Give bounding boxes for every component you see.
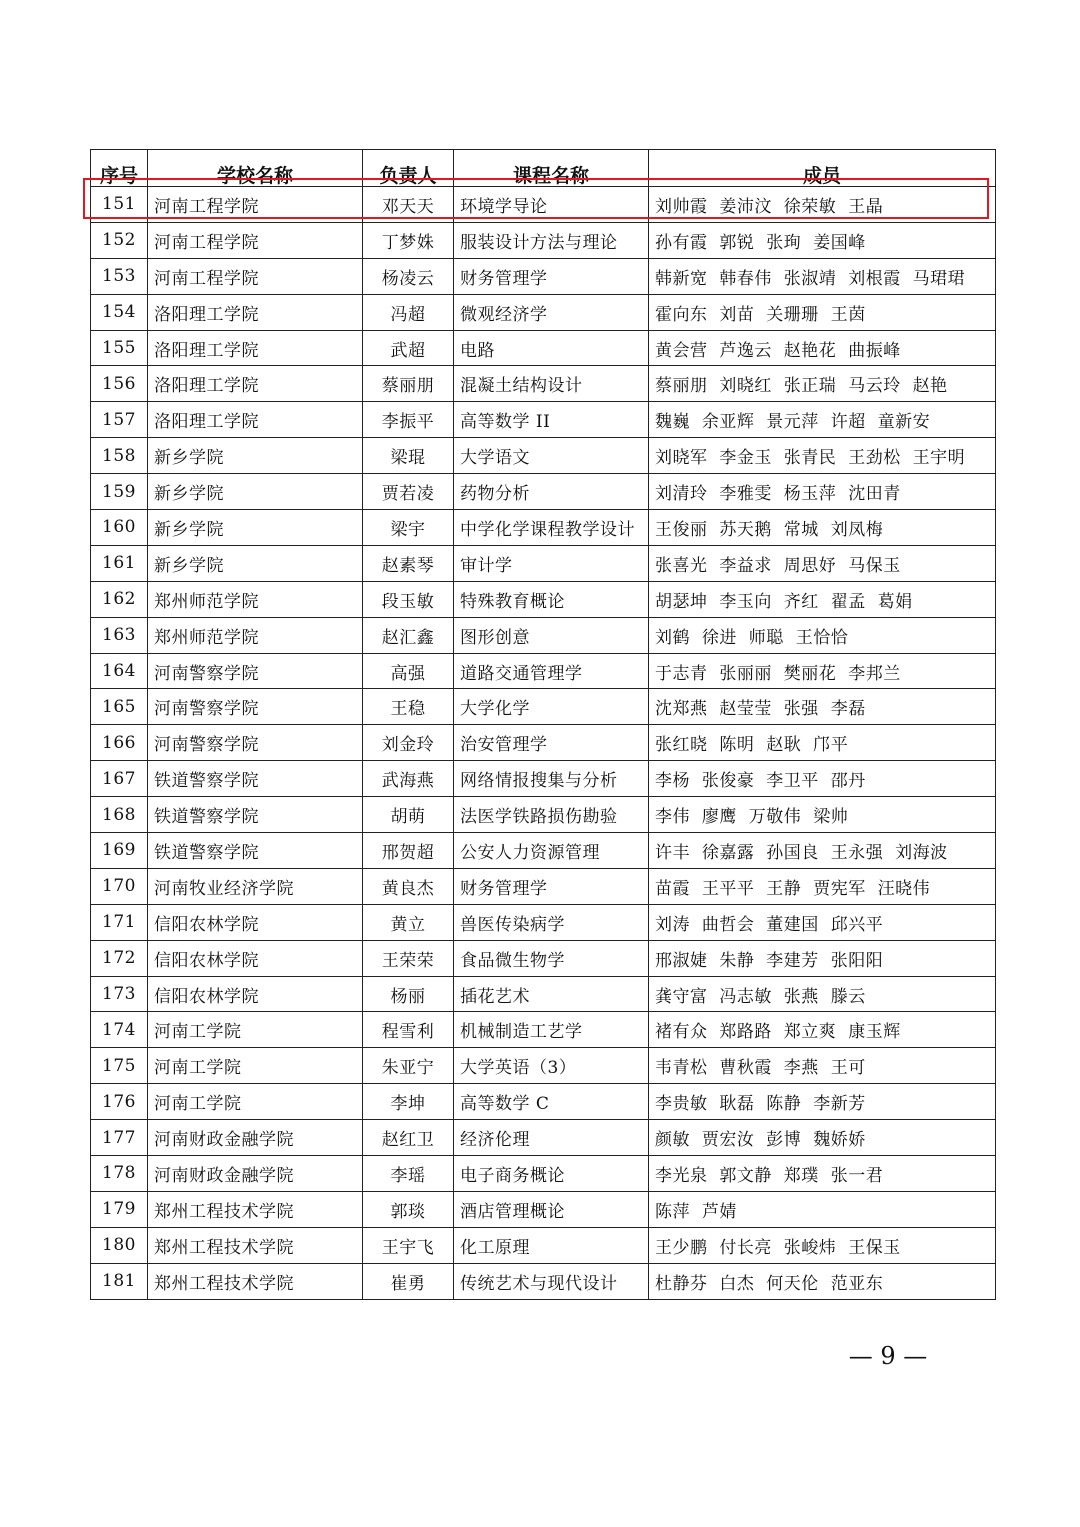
header-school-name: 学校名称 bbox=[148, 150, 363, 187]
members-cell: 刘涛 曲哲会 董建国 邱兴平 bbox=[649, 904, 996, 940]
members-cell: 褚有众 郑路路 郑立爽 康玉辉 bbox=[649, 1012, 996, 1048]
serial-number-cell: 156 bbox=[91, 366, 148, 402]
table-row bbox=[91, 545, 996, 581]
table-row bbox=[91, 797, 996, 833]
school-name-cell: 郑州师范学院 bbox=[148, 581, 363, 617]
course-name-cell: 经济伦理 bbox=[454, 1120, 649, 1156]
school-name-cell: 河南警察学院 bbox=[148, 653, 363, 689]
serial-number-cell: 161 bbox=[91, 545, 148, 581]
leader-cell: 程雪利 bbox=[363, 1012, 454, 1048]
members-cell: 沈郑燕 赵莹莹 张强 李磊 bbox=[649, 689, 996, 725]
members-cell: 邢淑婕 朱静 李建芳 张阳阳 bbox=[649, 940, 996, 976]
table-row bbox=[91, 725, 996, 761]
course-name-cell: 大学语文 bbox=[454, 438, 649, 474]
school-name-cell: 河南警察学院 bbox=[148, 689, 363, 725]
serial-number-cell: 154 bbox=[91, 294, 148, 330]
course-name-cell: 大学英语（3） bbox=[454, 1048, 649, 1084]
members-cell: 霍向东 刘苗 关珊珊 王茵 bbox=[649, 294, 996, 330]
school-name-cell: 新乡学院 bbox=[148, 474, 363, 510]
leader-cell: 王宇飞 bbox=[363, 1227, 454, 1263]
table-row bbox=[91, 653, 996, 689]
table-row bbox=[91, 330, 996, 366]
leader-cell: 崔勇 bbox=[363, 1263, 454, 1299]
school-name-cell: 河南财政金融学院 bbox=[148, 1156, 363, 1192]
members-cell: 孙有霞 郭锐 张珣 姜国峰 bbox=[649, 222, 996, 258]
serial-number-cell: 169 bbox=[91, 833, 148, 869]
leader-cell: 邓天天 bbox=[363, 187, 454, 223]
table-row bbox=[91, 1156, 996, 1192]
header-course-name: 课程名称 bbox=[454, 150, 649, 187]
serial-number-cell: 176 bbox=[91, 1084, 148, 1120]
serial-number-cell: 159 bbox=[91, 474, 148, 510]
leader-cell: 丁梦姝 bbox=[363, 222, 454, 258]
school-name-cell: 河南牧业经济学院 bbox=[148, 868, 363, 904]
course-name-cell: 电路 bbox=[454, 330, 649, 366]
school-name-cell: 洛阳理工学院 bbox=[148, 330, 363, 366]
course-name-cell: 环境学导论 bbox=[454, 187, 649, 223]
course-name-cell: 高等数学 C bbox=[454, 1084, 649, 1120]
leader-cell: 冯超 bbox=[363, 294, 454, 330]
serial-number-cell: 155 bbox=[91, 330, 148, 366]
members-cell: 刘清玲 李雅雯 杨玉萍 沈田青 bbox=[649, 474, 996, 510]
course-name-cell: 机械制造工艺学 bbox=[454, 1012, 649, 1048]
serial-number-cell: 163 bbox=[91, 617, 148, 653]
leader-cell: 武超 bbox=[363, 330, 454, 366]
table-row bbox=[91, 187, 996, 223]
table-body bbox=[91, 187, 996, 1300]
leader-cell: 王稳 bbox=[363, 689, 454, 725]
school-name-cell: 新乡学院 bbox=[148, 545, 363, 581]
school-name-cell: 河南工程学院 bbox=[148, 187, 363, 223]
school-name-cell: 河南警察学院 bbox=[148, 725, 363, 761]
members-cell: 王俊丽 苏天鹅 常城 刘凤梅 bbox=[649, 510, 996, 546]
school-name-cell: 郑州工程技术学院 bbox=[148, 1263, 363, 1299]
serial-number-cell: 165 bbox=[91, 689, 148, 725]
leader-cell: 赵素琴 bbox=[363, 545, 454, 581]
leader-cell: 赵汇鑫 bbox=[363, 617, 454, 653]
members-cell: 胡瑟坤 李玉向 齐红 翟孟 葛娟 bbox=[649, 581, 996, 617]
serial-number-cell: 173 bbox=[91, 976, 148, 1012]
course-name-cell: 审计学 bbox=[454, 545, 649, 581]
table-row bbox=[91, 1120, 996, 1156]
header-leader: 负责人 bbox=[363, 150, 454, 187]
serial-number-cell: 175 bbox=[91, 1048, 148, 1084]
members-cell: 李杨 张俊豪 李卫平 邵丹 bbox=[649, 761, 996, 797]
table-row bbox=[91, 222, 996, 258]
members-cell: 于志青 张丽丽 樊丽花 李邦兰 bbox=[649, 653, 996, 689]
school-name-cell: 河南财政金融学院 bbox=[148, 1120, 363, 1156]
members-cell: 魏巍 余亚辉 景元萍 许超 童新安 bbox=[649, 402, 996, 438]
members-cell: 陈萍 芦婧 bbox=[649, 1191, 996, 1227]
table-header-row bbox=[91, 150, 996, 187]
school-name-cell: 洛阳理工学院 bbox=[148, 294, 363, 330]
serial-number-cell: 162 bbox=[91, 581, 148, 617]
serial-number-cell: 181 bbox=[91, 1263, 148, 1299]
leader-cell: 梁琨 bbox=[363, 438, 454, 474]
table-row bbox=[91, 761, 996, 797]
table-row bbox=[91, 366, 996, 402]
serial-number-cell: 178 bbox=[91, 1156, 148, 1192]
school-name-cell: 铁道警察学院 bbox=[148, 797, 363, 833]
school-name-cell: 河南工学院 bbox=[148, 1012, 363, 1048]
header-serial-number: 序号 bbox=[91, 150, 148, 187]
serial-number-cell: 167 bbox=[91, 761, 148, 797]
serial-number-cell: 177 bbox=[91, 1120, 148, 1156]
members-cell: 蔡丽朋 刘晓红 张正瑞 马云玲 赵艳 bbox=[649, 366, 996, 402]
serial-number-cell: 179 bbox=[91, 1191, 148, 1227]
table-row bbox=[91, 402, 996, 438]
table-row bbox=[91, 1191, 996, 1227]
header-members: 成员 bbox=[649, 150, 996, 187]
table-row bbox=[91, 1263, 996, 1299]
members-cell: 颜敏 贾宏汝 彭博 魏娇娇 bbox=[649, 1120, 996, 1156]
course-name-cell: 特殊教育概论 bbox=[454, 581, 649, 617]
course-name-cell: 网络情报搜集与分析 bbox=[454, 761, 649, 797]
members-cell: 黄会营 芦逸云 赵艳花 曲振峰 bbox=[649, 330, 996, 366]
course-name-cell: 兽医传染病学 bbox=[454, 904, 649, 940]
course-name-cell: 公安人力资源管理 bbox=[454, 833, 649, 869]
serial-number-cell: 171 bbox=[91, 904, 148, 940]
school-name-cell: 新乡学院 bbox=[148, 510, 363, 546]
table-row bbox=[91, 438, 996, 474]
leader-cell: 梁宇 bbox=[363, 510, 454, 546]
leader-cell: 杨丽 bbox=[363, 976, 454, 1012]
school-name-cell: 河南工程学院 bbox=[148, 222, 363, 258]
school-name-cell: 郑州工程技术学院 bbox=[148, 1191, 363, 1227]
serial-number-cell: 172 bbox=[91, 940, 148, 976]
course-name-cell: 中学化学课程教学设计 bbox=[454, 510, 649, 546]
course-name-cell: 药物分析 bbox=[454, 474, 649, 510]
leader-cell: 邢贺超 bbox=[363, 833, 454, 869]
table-row bbox=[91, 833, 996, 869]
course-name-cell: 酒店管理概论 bbox=[454, 1191, 649, 1227]
table-row bbox=[91, 258, 996, 294]
leader-cell: 武海燕 bbox=[363, 761, 454, 797]
school-name-cell: 郑州工程技术学院 bbox=[148, 1227, 363, 1263]
leader-cell: 李振平 bbox=[363, 402, 454, 438]
serial-number-cell: 153 bbox=[91, 258, 148, 294]
course-name-cell: 高等数学 II bbox=[454, 402, 649, 438]
school-name-cell: 河南工学院 bbox=[148, 1084, 363, 1120]
course-name-cell: 食品微生物学 bbox=[454, 940, 649, 976]
members-cell: 杜静芬 白杰 何天伦 范亚东 bbox=[649, 1263, 996, 1299]
members-cell: 王少鹏 付长亮 张峻炜 王保玉 bbox=[649, 1227, 996, 1263]
serial-number-cell: 157 bbox=[91, 402, 148, 438]
table-row bbox=[91, 294, 996, 330]
course-name-cell: 图形创意 bbox=[454, 617, 649, 653]
serial-number-cell: 151 bbox=[91, 187, 148, 223]
table-row bbox=[91, 581, 996, 617]
members-cell: 苗霞 王平平 王静 贾宪军 汪晓伟 bbox=[649, 868, 996, 904]
course-name-cell: 大学化学 bbox=[454, 689, 649, 725]
course-name-cell: 插花艺术 bbox=[454, 976, 649, 1012]
course-name-cell: 微观经济学 bbox=[454, 294, 649, 330]
page-number: — 9 — bbox=[848, 1342, 928, 1370]
course-name-cell: 传统艺术与现代设计 bbox=[454, 1263, 649, 1299]
members-cell: 刘晓军 李金玉 张青民 王劲松 王宇明 bbox=[649, 438, 996, 474]
leader-cell: 李瑶 bbox=[363, 1156, 454, 1192]
leader-cell: 黄良杰 bbox=[363, 868, 454, 904]
table-row bbox=[91, 617, 996, 653]
course-name-cell: 混凝土结构设计 bbox=[454, 366, 649, 402]
members-cell: 张红晓 陈明 赵耿 邝平 bbox=[649, 725, 996, 761]
course-name-cell: 化工原理 bbox=[454, 1227, 649, 1263]
serial-number-cell: 170 bbox=[91, 868, 148, 904]
leader-cell: 朱亚宁 bbox=[363, 1048, 454, 1084]
leader-cell: 李坤 bbox=[363, 1084, 454, 1120]
members-cell: 刘帅霞 姜沛汶 徐荣敏 王晶 bbox=[649, 187, 996, 223]
school-name-cell: 河南工学院 bbox=[148, 1048, 363, 1084]
school-name-cell: 河南工程学院 bbox=[148, 258, 363, 294]
serial-number-cell: 174 bbox=[91, 1012, 148, 1048]
school-name-cell: 洛阳理工学院 bbox=[148, 402, 363, 438]
leader-cell: 贾若凌 bbox=[363, 474, 454, 510]
members-cell: 张喜光 李益求 周思妤 马保玉 bbox=[649, 545, 996, 581]
table-row bbox=[91, 904, 996, 940]
course-name-cell: 服装设计方法与理论 bbox=[454, 222, 649, 258]
leader-cell: 段玉敏 bbox=[363, 581, 454, 617]
members-cell: 许丰 徐嘉露 孙国良 王永强 刘海波 bbox=[649, 833, 996, 869]
course-name-cell: 法医学铁路损伤勘验 bbox=[454, 797, 649, 833]
serial-number-cell: 180 bbox=[91, 1227, 148, 1263]
table-row bbox=[91, 474, 996, 510]
school-name-cell: 郑州师范学院 bbox=[148, 617, 363, 653]
serial-number-cell: 166 bbox=[91, 725, 148, 761]
members-cell: 韦青松 曹秋霞 李燕 王可 bbox=[649, 1048, 996, 1084]
table-row bbox=[91, 1227, 996, 1263]
leader-cell: 胡萌 bbox=[363, 797, 454, 833]
school-name-cell: 信阳农林学院 bbox=[148, 940, 363, 976]
serial-number-cell: 168 bbox=[91, 797, 148, 833]
leader-cell: 黄立 bbox=[363, 904, 454, 940]
course-name-cell: 电子商务概论 bbox=[454, 1156, 649, 1192]
course-table bbox=[90, 149, 996, 1300]
leader-cell: 蔡丽朋 bbox=[363, 366, 454, 402]
members-cell: 李伟 廖鹰 万敬伟 梁帅 bbox=[649, 797, 996, 833]
school-name-cell: 信阳农林学院 bbox=[148, 904, 363, 940]
table-row bbox=[91, 1048, 996, 1084]
table-row bbox=[91, 689, 996, 725]
serial-number-cell: 158 bbox=[91, 438, 148, 474]
table-row bbox=[91, 940, 996, 976]
leader-cell: 王荣荣 bbox=[363, 940, 454, 976]
members-cell: 刘鹤 徐进 师聪 王恰恰 bbox=[649, 617, 996, 653]
members-cell: 龚守富 冯志敏 张燕 滕云 bbox=[649, 976, 996, 1012]
course-name-cell: 治安管理学 bbox=[454, 725, 649, 761]
members-cell: 李贵敏 耿磊 陈静 李新芳 bbox=[649, 1084, 996, 1120]
members-cell: 李光泉 郭文静 郑璞 张一君 bbox=[649, 1156, 996, 1192]
serial-number-cell: 160 bbox=[91, 510, 148, 546]
school-name-cell: 洛阳理工学院 bbox=[148, 366, 363, 402]
table-row bbox=[91, 1012, 996, 1048]
leader-cell: 刘金玲 bbox=[363, 725, 454, 761]
school-name-cell: 铁道警察学院 bbox=[148, 761, 363, 797]
leader-cell: 高强 bbox=[363, 653, 454, 689]
course-name-cell: 财务管理学 bbox=[454, 258, 649, 294]
members-cell: 韩新宽 韩春伟 张淑靖 刘根霞 马珺珺 bbox=[649, 258, 996, 294]
school-name-cell: 新乡学院 bbox=[148, 438, 363, 474]
table-row bbox=[91, 868, 996, 904]
course-name-cell: 财务管理学 bbox=[454, 868, 649, 904]
table-row bbox=[91, 976, 996, 1012]
serial-number-cell: 152 bbox=[91, 222, 148, 258]
leader-cell: 赵红卫 bbox=[363, 1120, 454, 1156]
course-name-cell: 道路交通管理学 bbox=[454, 653, 649, 689]
leader-cell: 郭琰 bbox=[363, 1191, 454, 1227]
school-name-cell: 铁道警察学院 bbox=[148, 833, 363, 869]
serial-number-cell: 164 bbox=[91, 653, 148, 689]
leader-cell: 杨凌云 bbox=[363, 258, 454, 294]
school-name-cell: 信阳农林学院 bbox=[148, 976, 363, 1012]
table-row bbox=[91, 510, 996, 546]
table-row bbox=[91, 1084, 996, 1120]
